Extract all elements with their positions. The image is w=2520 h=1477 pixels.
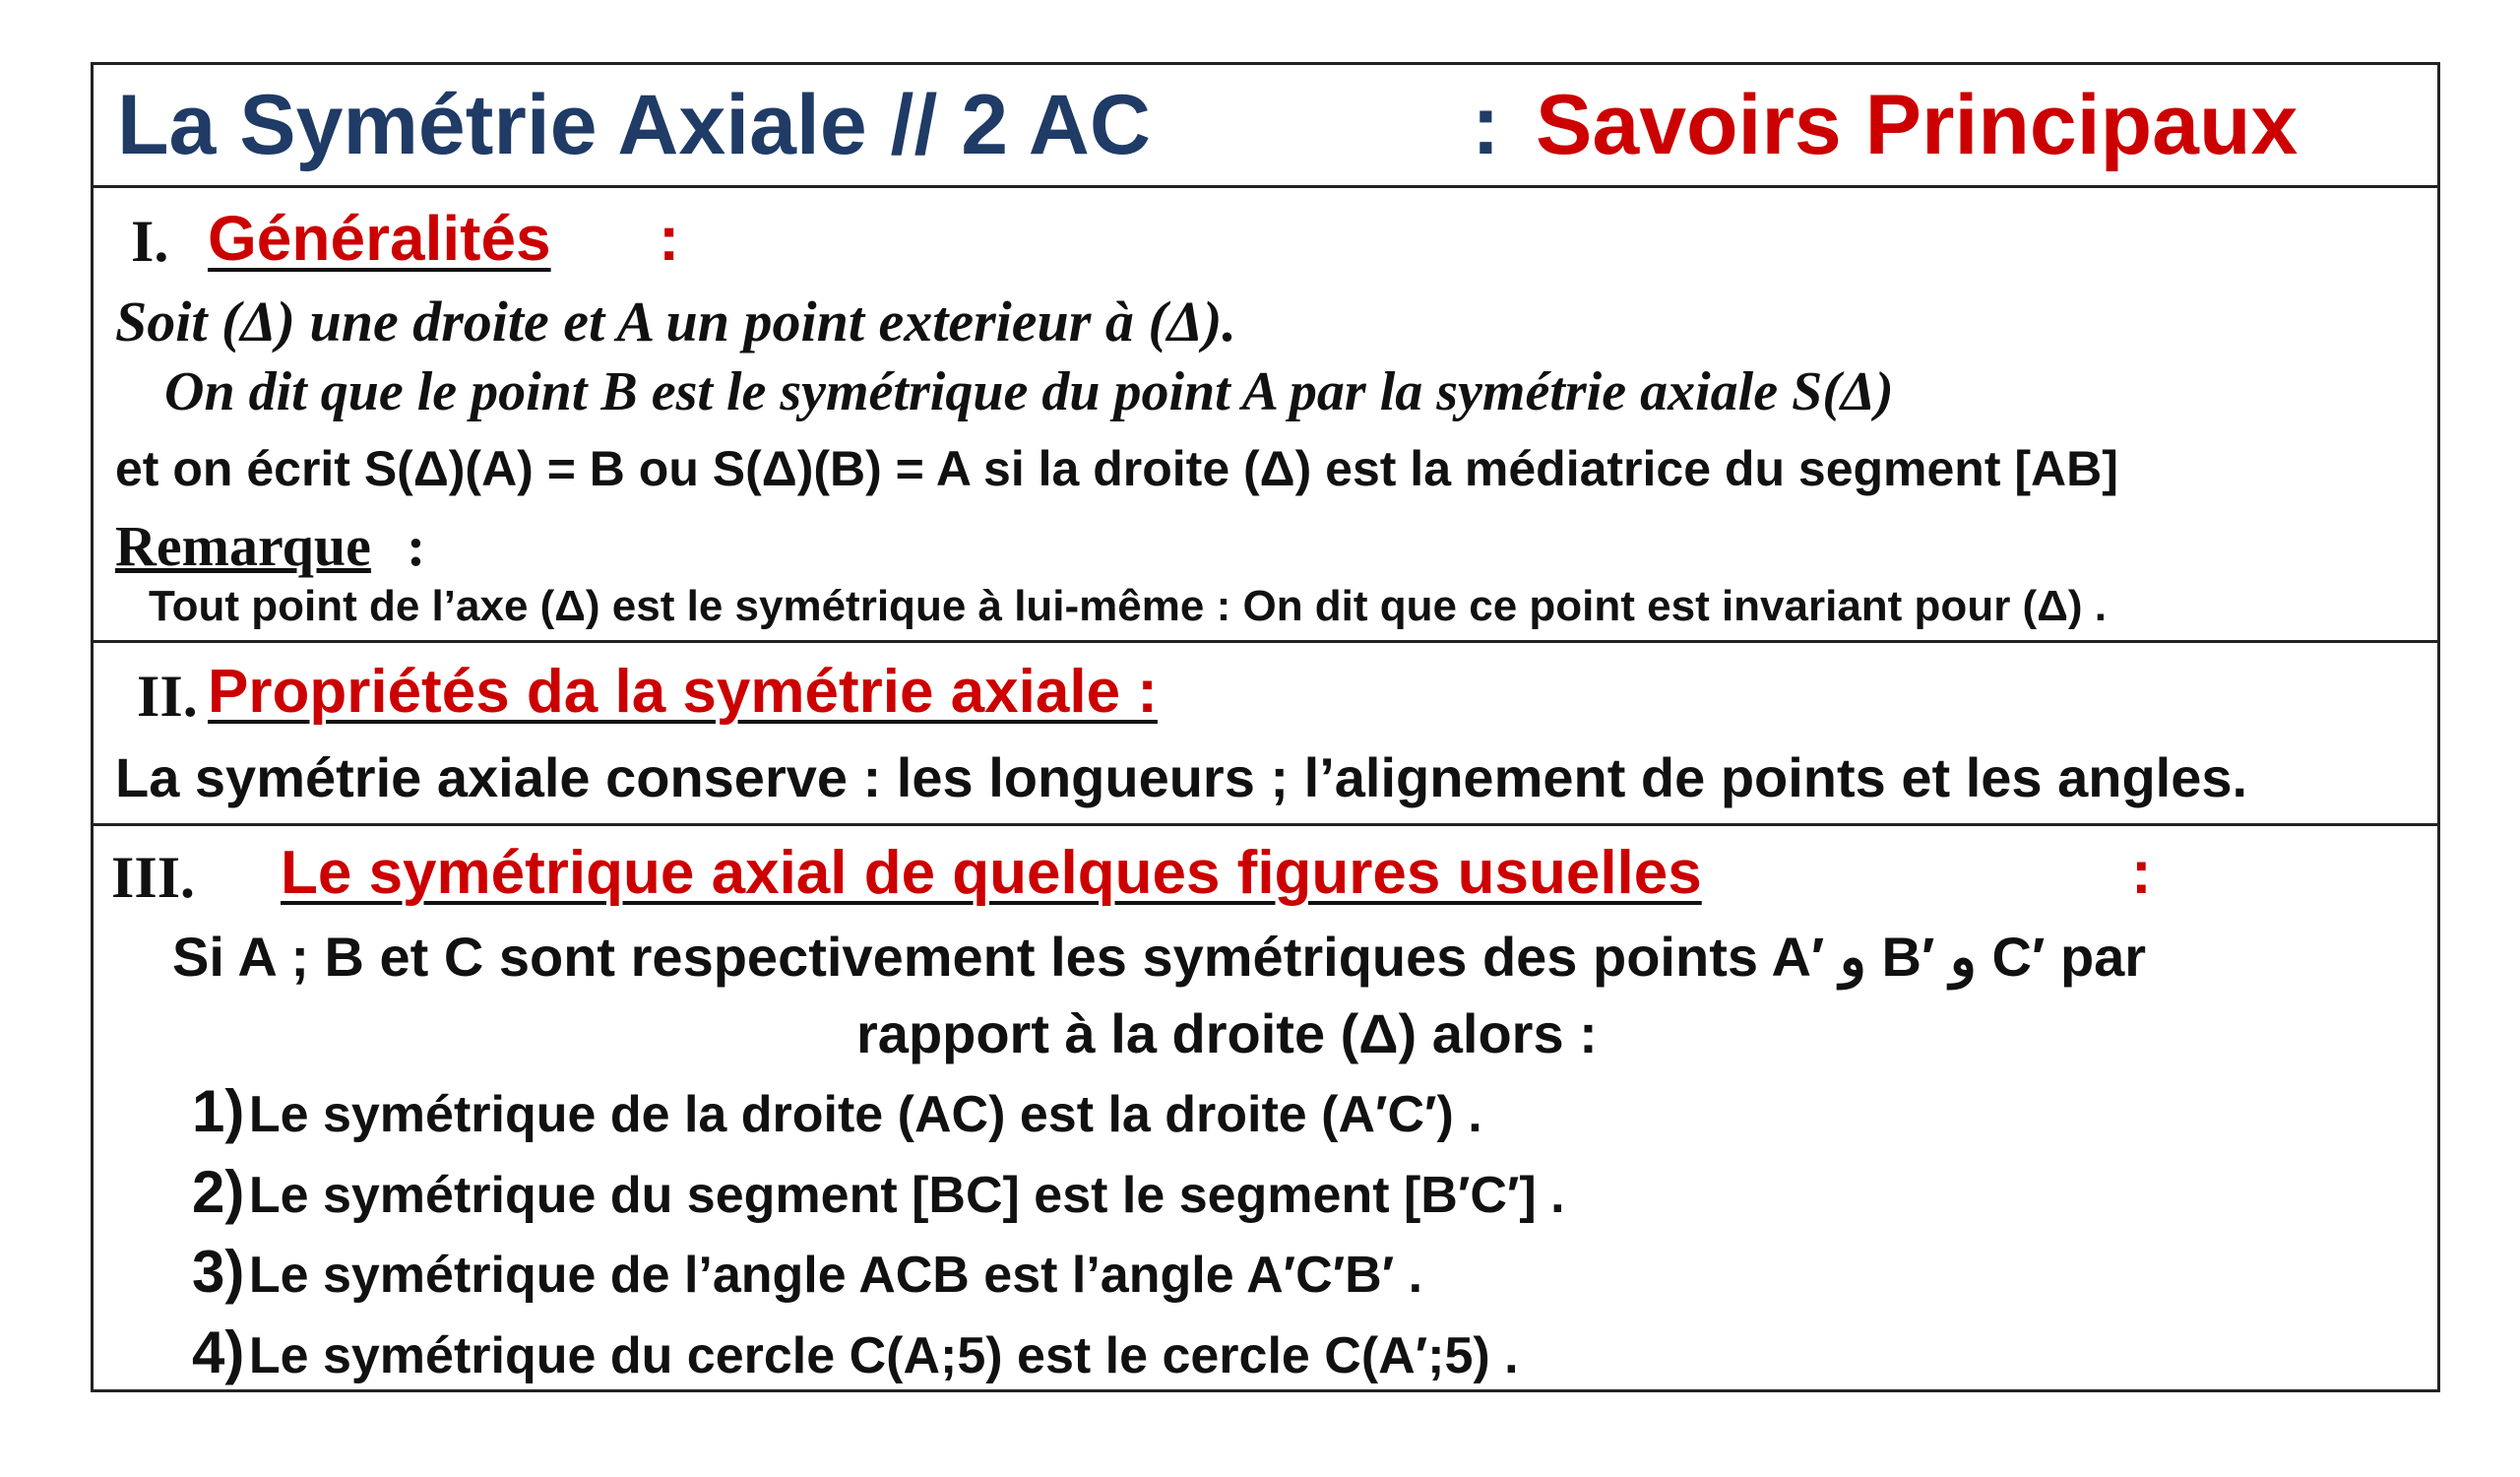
intro-line-1: Si A ; B et C sont respectivement les symétriques des points A′ و B′ و C′ par <box>172 926 2147 988</box>
item-text: Le symétrique du cercle C(A;5) est le cercle C(A′;5) . <box>248 1327 1519 1384</box>
section-heading: Généralités <box>208 203 551 274</box>
section-generalites <box>94 188 2437 643</box>
list-item <box>192 1238 1422 1306</box>
item-number: 1) <box>192 1078 245 1144</box>
item-number: 4) <box>192 1319 245 1385</box>
document-frame <box>91 62 2440 1392</box>
item-text: Le symétrique de l’angle ACB est l’angle A′C′B′ . <box>248 1247 1423 1304</box>
section-numeral: III. <box>111 845 196 910</box>
section-proprietes <box>94 643 2437 826</box>
section-heading: Propriétés da la symétrie axiale : <box>208 658 1158 726</box>
definition-line-3: et on écrit S(Δ)(A) = B ou S(Δ)(B) = A si la droite (Δ) est la médiatrice du segment [AB] <box>115 441 2118 496</box>
title-separator: : <box>1472 78 1500 172</box>
properties-text: La symétrie axiale conserve : les longueurs ; l’alignement de points et les angles. <box>115 746 2248 808</box>
definition-line-1: Soit (Δ) une droite et A un point exterieur à (Δ). <box>115 289 1236 353</box>
list-item <box>192 1318 1519 1386</box>
item-number: 2) <box>192 1159 245 1225</box>
section-numeral: II. <box>137 664 198 729</box>
section-numeral: I. <box>131 209 169 274</box>
section-heading: Le symétrique axial de quelques figures usuelles <box>281 839 1702 907</box>
remark-text: Tout point de l’axe (Δ) est le symétrique à lui-même : On dit que ce point est invariant pour (Δ) . <box>149 582 2107 630</box>
section-figures-usuelles <box>94 826 2437 1389</box>
list-item <box>192 1158 1565 1226</box>
list-item <box>192 1077 1482 1145</box>
remark-colon: : <box>407 514 426 578</box>
section-heading-colon: : <box>2131 839 2152 907</box>
intro-line-2: rapport à la droite (Δ) alors : <box>856 1002 1598 1064</box>
section-heading-colon: : <box>659 203 680 274</box>
page-subtitle: Savoirs Principaux <box>1536 78 2299 172</box>
page-title: La Symétrie Axiale // 2 AC <box>117 78 1151 172</box>
item-number: 3) <box>192 1239 245 1305</box>
title-bar <box>94 65 2437 188</box>
item-text: Le symétrique du segment [BC] est le segment [B′C′] . <box>248 1167 1565 1224</box>
remark-label: Remarque <box>115 514 371 578</box>
item-text: Le symétrique de la droite (AC) est la droite (A′C′) . <box>248 1086 1482 1143</box>
definition-line-2: On dit que le point B est le symétrique du point A par la symétrie axiale S(Δ) <box>164 361 1894 422</box>
